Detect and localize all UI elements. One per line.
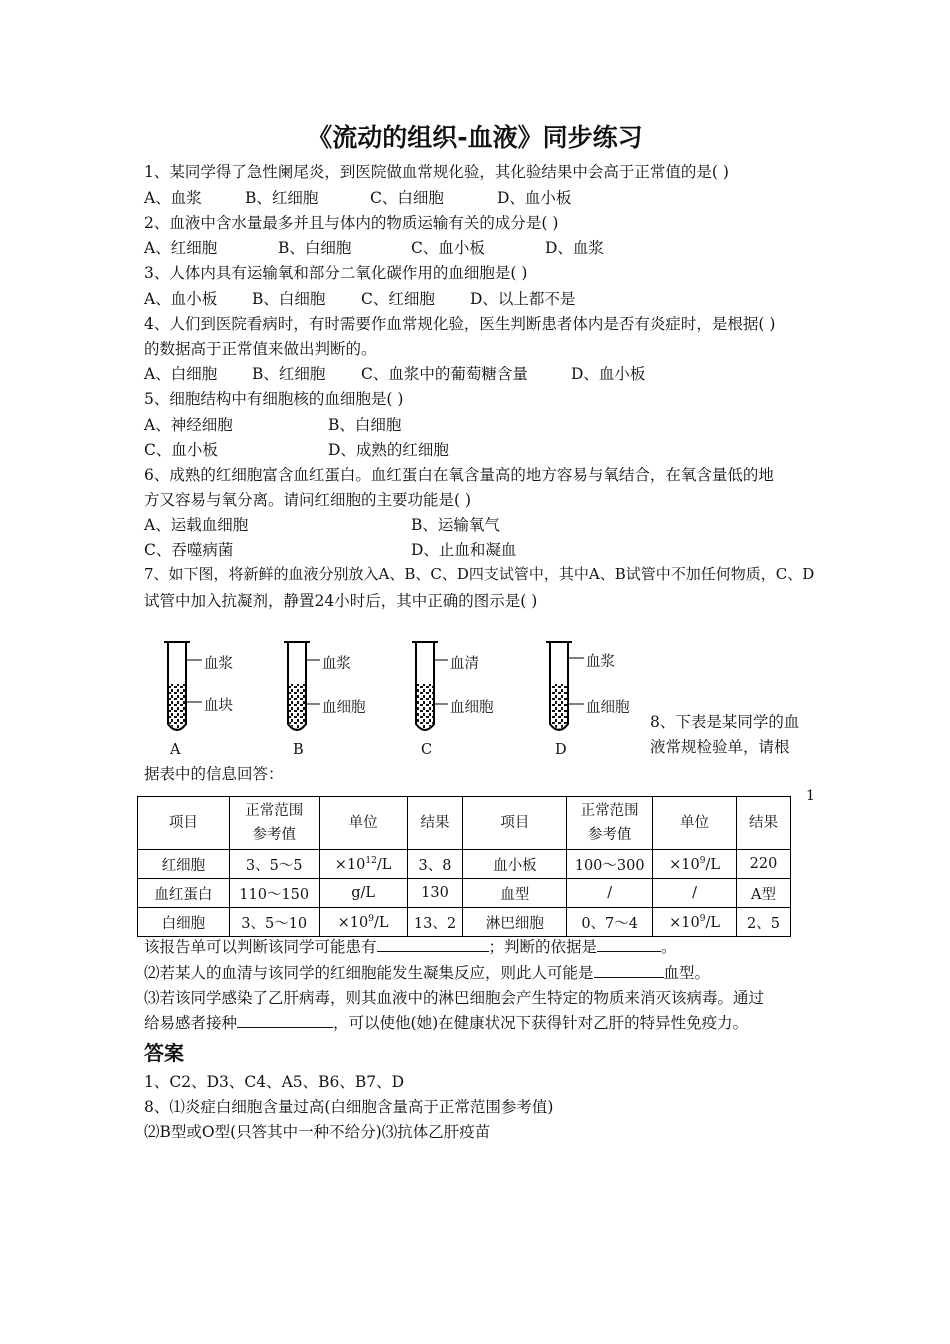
q8-sub2: ⑵若某人的血清与该同学的红细胞能发生凝集反应，则此人可能是 血型。 <box>144 964 711 982</box>
q6-option-a: A、运载血细胞 <box>144 516 249 534</box>
q6-option-b: B、运输氧气 <box>411 516 500 534</box>
table-cell: 100～300 <box>567 850 653 879</box>
answer-blank[interactable] <box>597 937 661 952</box>
q7-stem-line2: 试管中加入抗凝剂，静置24小时后，其中正确的图示是( ) <box>144 592 538 610</box>
q5-option-a: A、神经细胞 <box>144 416 233 434</box>
header-item-1: 项目 <box>138 797 230 850</box>
table-cell: / <box>567 879 653 908</box>
tube-d-top-label: 血浆 <box>586 654 615 670</box>
q1-option-b: B、红细胞 <box>245 189 319 207</box>
tube-c-letter: C <box>421 742 433 758</box>
q5-option-c: C、血小板 <box>144 441 218 459</box>
q7-stem-line1: 7、如下图，将新鲜的血液分别放入A、B、C、D四支试管中，其中A、B试管中不加任何物质，C、D <box>144 565 815 583</box>
q4-option-b: B、红细胞 <box>252 365 326 383</box>
answer-blank[interactable] <box>594 963 664 978</box>
table-cell: A型 <box>737 879 791 908</box>
answers-line2: 8、⑴炎症白细胞含量过高(白细胞含量高于正常范围参考值) <box>144 1098 554 1116</box>
table-cell: / <box>653 879 737 908</box>
tube-c <box>412 642 448 730</box>
table-cell: 13、2 <box>407 908 463 937</box>
answers-line3: ⑵B型或O型(只答其中一种不给分)⑶抗体乙肝疫苗 <box>144 1123 491 1141</box>
tube-c-top-label: 血清 <box>450 656 479 672</box>
q8-intro-side <box>650 710 810 760</box>
q6-stem-line2: 方又容易与氧分离。请问红细胞的主要功能是( ) <box>144 491 472 509</box>
blood-test-table <box>137 796 791 937</box>
page-number: 1 <box>806 788 815 804</box>
q5-option-b: B、白细胞 <box>328 416 402 434</box>
table-cell: $\times 10^{12}/L$ <box>319 850 407 879</box>
tube-b-letter: B <box>293 742 304 758</box>
table-cell: 220 <box>737 850 791 879</box>
table-row <box>138 850 791 879</box>
header-item-2: 项目 <box>463 797 567 850</box>
table-row <box>138 879 791 908</box>
q1-option-d: D、血小板 <box>497 189 572 207</box>
q8-intro-cont: 据表中的信息回答： <box>144 765 284 783</box>
q6-option-d: D、止血和凝血 <box>411 541 517 559</box>
q4-stem-line2: 的数据高于正常值来做出判断的。 <box>144 340 377 358</box>
answer-blank[interactable] <box>377 937 489 952</box>
table-cell: 3、5～5 <box>229 850 319 879</box>
tube-a-bottom-label: 血块 <box>204 698 233 714</box>
tube-b-top-label: 血浆 <box>322 656 351 672</box>
q4-stem-line1: 4、人们到医院看病时，有时需要作血常规化验，医生判断患者体内是否有炎症时，是根据( ) <box>144 315 776 333</box>
table-cell: 白细胞 <box>138 908 230 937</box>
tube-c-bottom-label: 血细胞 <box>450 700 494 716</box>
q5-option-d: D、成熟的红细胞 <box>328 441 449 459</box>
q3-option-d: D、以上都不是 <box>470 290 576 308</box>
header-unit-2: 单位 <box>653 797 737 850</box>
table-cell: $\times 10^9/L$ <box>653 850 737 879</box>
q3-option-c: C、红细胞 <box>361 290 435 308</box>
tube-b-bottom-label: 血细胞 <box>322 700 366 716</box>
tube-d-bottom-label: 血细胞 <box>586 700 630 716</box>
q3-option-a: A、血小板 <box>144 290 218 308</box>
table-cell: 淋巴细胞 <box>463 908 567 937</box>
header-range-1: 正常范围 参考值 <box>229 797 319 850</box>
q8-intro-line1: 8、下表是某同学的血 <box>650 713 800 731</box>
q2-stem: 2、血液中含水量最多并且与体内的物质运输有关的成分是( ) <box>144 214 559 232</box>
q4-option-a: A、白细胞 <box>144 365 218 383</box>
tube-a-top-label: 血浆 <box>204 656 233 672</box>
q3-stem: 3、人体内具有运输氧和部分二氧化碳作用的血细胞是( ) <box>144 264 528 282</box>
answers-heading: 答案 <box>144 1041 184 1065</box>
table-cell: 2、5 <box>737 908 791 937</box>
table-cell: 3、8 <box>407 850 463 879</box>
q2-option-a: A、红细胞 <box>144 239 218 257</box>
tube-d-letter: D <box>555 742 567 758</box>
table-row <box>138 908 791 937</box>
q8-sub3-line1: ⑶若该同学感染了乙肝病毒，则其血液中的淋巴细胞会产生特定的物质来消灭该病毒。通过 <box>144 989 765 1007</box>
table-cell: 0、7～4 <box>567 908 653 937</box>
table-cell: 血红蛋白 <box>138 879 230 908</box>
q1-stem: 1、某同学得了急性阑尾炎，到医院做血常规化验，其化验结果中会高于正常值的是( ) <box>144 163 729 181</box>
q1-option-c: C、白细胞 <box>370 189 444 207</box>
table-header-row <box>138 797 791 850</box>
q3-option-b: B、白细胞 <box>252 290 326 308</box>
q6-stem-line1: 6、成熟的红细胞富含血红蛋白。血红蛋白在氧含量高的地方容易与氧结合，在氧含量低的地 <box>144 466 774 484</box>
q4-option-c: C、血浆中的葡萄糖含量 <box>361 365 528 383</box>
tube-b <box>284 642 320 730</box>
tube-a <box>164 642 202 730</box>
table-cell: $\times 10^9/L$ <box>319 908 407 937</box>
table-cell: 血型 <box>463 879 567 908</box>
table-cell: 110～150 <box>229 879 319 908</box>
q6-option-c: C、吞噬病菌 <box>144 541 234 559</box>
tube-a-letter: A <box>170 742 181 758</box>
q5-stem: 5、细胞结构中有细胞核的血细胞是( ) <box>144 390 404 408</box>
header-result-1: 结果 <box>407 797 463 850</box>
header-unit-1: 单位 <box>319 797 407 850</box>
page-title: 《流动的组织-血液》同步练习 <box>307 123 643 152</box>
table-cell: 3、5～10 <box>229 908 319 937</box>
q8-sub3-line2: 给易感者接种 ，可以使他(她)在健康状况下获得针对乙肝的特异性免疫力。 <box>144 1014 749 1032</box>
table-cell: g/L <box>319 879 407 908</box>
q1-option-a: A、血浆 <box>144 189 202 207</box>
q2-option-d: D、血浆 <box>545 239 604 257</box>
header-result-2: 结果 <box>737 797 791 850</box>
table-cell: 130 <box>407 879 463 908</box>
table-cell: $\times 10^9/L$ <box>653 908 737 937</box>
table-cell: 血小板 <box>463 850 567 879</box>
table-cell: 红细胞 <box>138 850 230 879</box>
header-range-2: 正常范围 参考值 <box>567 797 653 850</box>
test-tube-figure <box>150 632 650 764</box>
tube-d <box>546 642 584 730</box>
answer-blank[interactable] <box>237 1013 333 1028</box>
q2-option-b: B、白细胞 <box>278 239 352 257</box>
q2-option-c: C、血小板 <box>411 239 485 257</box>
q8-sub1: 该报告单可以判断该同学可能患有 ；判断的依据是 。 <box>144 938 677 956</box>
q8-intro-line2: 液常规检验单，请根 <box>650 738 790 756</box>
answers-line1: 1、C2、D3、C4、A5、B6、B7、D <box>144 1073 405 1091</box>
q4-option-d: D、血小板 <box>571 365 646 383</box>
